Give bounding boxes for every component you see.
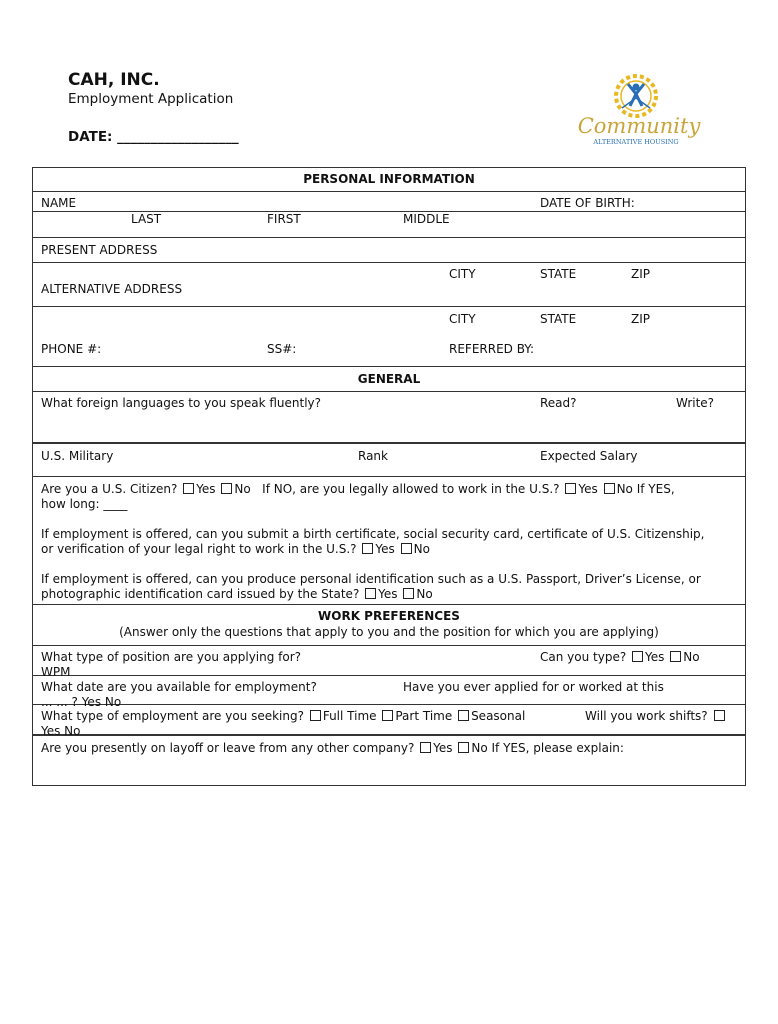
languages-question: What foreign languages to you speak fluently?	[41, 396, 322, 410]
birth-cert-question-1: If employment is offered, can you submit a birth certificate, social security card, certificate of U.S. Citizenship,	[41, 527, 705, 541]
id-question-2: photographic identification card issued by the State? Yes No	[41, 587, 433, 601]
type-yes-checkbox[interactable]	[632, 651, 643, 662]
logo-text: Community	[577, 114, 701, 138]
citizen-question-line: Are you a U.S. Citizen? Yes No If NO, are you legally allowed to work in the U.S.? Yes No If YES,	[41, 482, 675, 496]
employment-type-row	[33, 705, 745, 738]
alternative-address-label: ALTERNATIVE ADDRESS	[41, 282, 183, 296]
military-label: U.S. Military	[41, 449, 114, 463]
layoff-no-checkbox[interactable]	[458, 742, 469, 753]
city-label: CITY	[449, 267, 476, 281]
shifts-cut-text: Yes No	[41, 724, 81, 738]
id-yes-checkbox[interactable]	[365, 588, 376, 599]
position-row	[33, 646, 745, 679]
legal-work-yes-checkbox[interactable]	[565, 483, 576, 494]
community-housing-logo	[577, 68, 701, 154]
logo-subtext: ALTERNATIVE HOUSING	[593, 138, 679, 146]
id-no-checkbox[interactable]	[403, 588, 414, 599]
shifts-yes-checkbox[interactable]	[714, 710, 725, 721]
name-label: NAME	[41, 196, 77, 210]
shifts-question: Will you work shifts?	[585, 709, 727, 723]
part-time-checkbox[interactable]	[382, 710, 393, 721]
applied-question: Have you ever applied for or worked at this	[403, 680, 664, 694]
date-field[interactable]: DATE: __________________	[68, 129, 239, 145]
work-preferences-heading: WORK PREFERENCES	[318, 609, 460, 623]
employment-type-question: What type of employment are you seeking? Full Time Part Time Seasonal	[41, 709, 526, 723]
rank-label: Rank	[358, 449, 388, 463]
middle-name-label: MIDDLE	[403, 212, 450, 226]
general-heading: GENERAL	[357, 372, 421, 386]
last-name-label: LAST	[131, 212, 162, 226]
availability-row	[33, 676, 745, 709]
present-address-label: PRESENT ADDRESS	[41, 243, 158, 257]
birth-cert-question-2: or verification of your legal right to work in the U.S.? Yes No	[41, 542, 430, 556]
type-no-checkbox[interactable]	[670, 651, 681, 662]
available-question: What date are you available for employment?	[41, 680, 317, 694]
birth-cert-no-checkbox[interactable]	[401, 543, 412, 554]
alt-zip-label: ZIP	[631, 312, 650, 326]
birth-cert-yes-checkbox[interactable]	[362, 543, 373, 554]
zip-label: ZIP	[631, 267, 650, 281]
state-label: STATE	[540, 267, 577, 281]
alt-city-label: CITY	[449, 312, 476, 326]
layoff-yes-checkbox[interactable]	[420, 742, 431, 753]
applied-cut-text: ... ... ? Yes No	[41, 695, 122, 709]
seasonal-checkbox[interactable]	[458, 710, 469, 721]
work-preferences-note: (Answer only the questions that apply to you and the position for which you are applying)	[119, 625, 659, 639]
expected-salary-label: Expected Salary	[540, 449, 638, 463]
layoff-question: Are you presently on layoff or leave from any other company? Yes No If YES, please explain:	[41, 741, 624, 755]
wpm-cut-text: WPM	[41, 665, 71, 679]
read-label: Read?	[540, 396, 577, 410]
legal-work-no-checkbox[interactable]	[604, 483, 615, 494]
full-time-checkbox[interactable]	[310, 710, 321, 721]
referred-by-label: REFERRED BY:	[449, 342, 535, 356]
ss-label: SS#:	[267, 342, 297, 356]
form-subtitle: Employment Application	[68, 91, 234, 107]
phone-label: PHONE #:	[41, 342, 102, 356]
eligibility-block	[33, 477, 745, 604]
position-question: What type of position are you applying for?	[41, 650, 302, 664]
id-question-1: If employment is offered, can you produce personal identification such as a U.S. Passport, Driver’s License, or	[41, 572, 701, 586]
citizen-yes-checkbox[interactable]	[183, 483, 194, 494]
first-name-label: FIRST	[267, 212, 301, 226]
citizen-no-checkbox[interactable]	[221, 483, 232, 494]
type-question: Can you type? Yes No	[540, 650, 700, 664]
personal-info-heading: PERSONAL INFORMATION	[303, 172, 475, 186]
company-name: CAH, INC.	[68, 70, 160, 90]
alt-state-label: STATE	[540, 312, 577, 326]
dob-label: DATE OF BIRTH:	[540, 196, 635, 210]
how-long-field[interactable]: how long: ____	[41, 497, 128, 511]
write-label: Write?	[676, 396, 715, 410]
